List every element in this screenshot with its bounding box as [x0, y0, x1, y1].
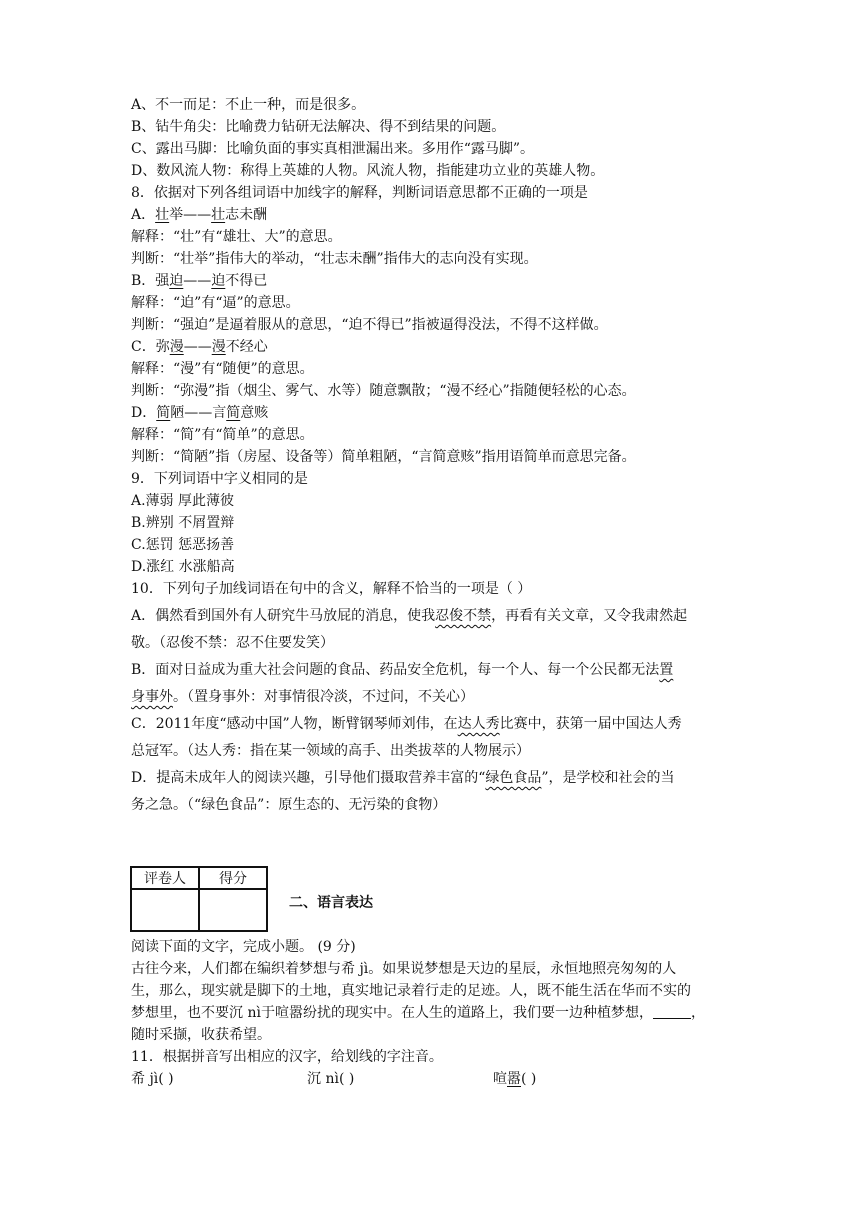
reading-line-1: 古往今来，人们都在编织着梦想与希 jì。如果说梦想是天边的星辰，永恒地照亮匆匆的人 — [131, 961, 677, 977]
q11-stem: 11．根据拼音写出相应的汉字，给划线的字注音。 — [131, 1049, 443, 1065]
underlined-char: 漫 — [211, 339, 226, 355]
q10-stem: 10．下列句子加线词语在句中的含义，解释不恰当的一项是（ ） — [131, 581, 532, 597]
underlined-char: 简 — [226, 405, 241, 421]
q10-option-c-line1: C．2011年度“感动中国”人物，断臂钢琴师刘伟，在达人秀比赛中，获第一届中国达人秀 — [131, 716, 682, 732]
reading-line-4: 随时采撷，收获希望。 — [131, 1027, 271, 1043]
underlined-char: 简 — [156, 405, 171, 421]
q10-option-a-line1: A．偶然看到国外有人研究牛马放屁的消息，使我忍俊不禁，再看有关文章，又令我肃然起 — [131, 608, 688, 624]
q8-a-explain: 解释：“壮”有“雄壮、大”的意思。 — [131, 229, 342, 245]
option-label: D． — [131, 405, 157, 421]
q8-stem: 8．依据对下列各组词语中加线字的解释，判断词语意思都不正确的一项是 — [131, 185, 588, 201]
q8-b-judge: 判断：“强迫”是逼着服从的意思，“迫不得已”指被逼得没法，不得不这样做。 — [131, 317, 608, 333]
option-label: B． — [131, 273, 156, 289]
q9-option-b: B.辨别 不屑置辩 — [131, 515, 235, 531]
wavy-underlined-phrase: 绿色食品 — [485, 770, 542, 786]
q11-item-3: 喧嚣( ) — [493, 1071, 537, 1087]
q11-item-1: 希 jì( ) — [131, 1071, 174, 1087]
option-label: A． — [131, 207, 156, 223]
wavy-underlined-phrase: 身事外 — [131, 689, 173, 705]
option-label: C． — [131, 339, 156, 355]
q11-item-2: 沉 nì( ) — [307, 1071, 355, 1087]
reading-line-2: 生，那么，现实就是脚下的土地，真实地记录着行走的足迹。人，既不能生活在华而不实的 — [131, 983, 691, 999]
underlined-char: 嚣 — [507, 1071, 521, 1087]
q9-option-d: D.涨红 水涨船高 — [131, 559, 235, 575]
score-header: 得分 — [199, 867, 267, 889]
q10-option-b-line2: 身事外。（置身事外：对事情很冷淡，不过问，不关心） — [131, 689, 474, 705]
q8-c-explain: 解释：“漫”有“随便”的意思。 — [131, 361, 314, 377]
wavy-underlined-phrase: 忍俊不禁 — [435, 608, 492, 624]
q8-b-words: B．强迫——迫不得已 — [131, 273, 268, 289]
q7-option-b: B、钻牛角尖：比喻费力钻研无法解决、得不到结果的问题。 — [131, 119, 506, 135]
q8-b-explain: 解释：“迫”有“逼”的意思。 — [131, 295, 300, 311]
underlined-char: 壮 — [211, 207, 226, 223]
underlined-char: 漫 — [169, 339, 184, 355]
q8-d-judge: 判断：“简陋”指（房屋、设备等）简单粗陋，“言简意赅”指用语简单而意思完备。 — [131, 449, 636, 465]
q9-option-c: C.惩罚 惩恶扬善 — [131, 537, 235, 553]
q7-option-a: A、不一而足：不止一种，而是很多。 — [131, 97, 366, 113]
section-title: 二、语言表达 — [289, 895, 373, 911]
reading-line-3: 梦想里，也不要沉 nì于喧嚣纷扰的现实中。在人生的道路上，我们要一边种植梦想， ， — [131, 1005, 705, 1021]
q8-c-words: C．弥漫——漫不经心 — [131, 339, 268, 355]
q8-a-judge: 判断：“壮举”指伟大的举动，“壮志未酬”指伟大的志向没有实现。 — [131, 251, 538, 267]
q7-option-d: D、数风流人物：称得上英雄的人物。风流人物，指能建功立业的英雄人物。 — [131, 163, 605, 179]
q10-option-d-line2: 务之急。（“绿色食品”：原生态的、无污染的食物） — [131, 797, 447, 813]
wavy-underlined-phrase: 达人秀 — [457, 716, 500, 732]
q8-a-words: A．壮举——壮志未酬 — [131, 207, 268, 223]
section-header — [131, 866, 731, 936]
q8-d-explain: 解释：“简”有“简单”的意思。 — [131, 427, 314, 443]
fill-in-blank[interactable] — [653, 1004, 691, 1019]
grader-cell — [131, 889, 199, 931]
score-cell — [199, 889, 267, 931]
q10-option-b-line1: B．面对日益成为重大社会问题的食品、药品安全危机，每一个人、每一个公民都无法置 — [131, 662, 674, 678]
q11-items — [131, 1068, 731, 1090]
q10-option-a-line2: 敬。（忍俊不禁：忍不住要发笑） — [131, 635, 334, 651]
document-body — [131, 94, 731, 1090]
score-table — [130, 866, 268, 932]
q8-c-judge: 判断：“弥漫”指（烟尘、雾气、水等）随意飘散；“漫不经心”指随便轻松的心态。 — [131, 383, 636, 399]
underlined-char: 壮 — [155, 207, 170, 223]
underlined-char: 迫 — [169, 273, 184, 289]
q10-option-c-line2: 总冠军。（达人秀：指在某一领域的高手、出类拔萃的人物展示） — [131, 743, 530, 759]
wavy-underlined-phrase: 置 — [659, 662, 674, 678]
q9-stem: 9．下列词语中字义相同的是 — [131, 471, 308, 487]
q8-d-words: D．简陋——言简意赅 — [131, 405, 269, 421]
reading-intro: 阅读下面的文字，完成小题。 (9 分) — [131, 939, 356, 955]
q10-option-d-line1: D．提高未成年人的阅读兴趣，引导他们摄取营养丰富的“绿色食品”，是学校和社会的当 — [131, 770, 675, 786]
grader-header: 评卷人 — [131, 867, 199, 889]
q7-option-c: C、露出马脚：比喻负面的事实真相泄漏出来。多用作“露马脚”。 — [131, 141, 535, 157]
q9-option-a: A.薄弱 厚此薄彼 — [131, 493, 235, 509]
underlined-char: 迫 — [211, 273, 226, 289]
